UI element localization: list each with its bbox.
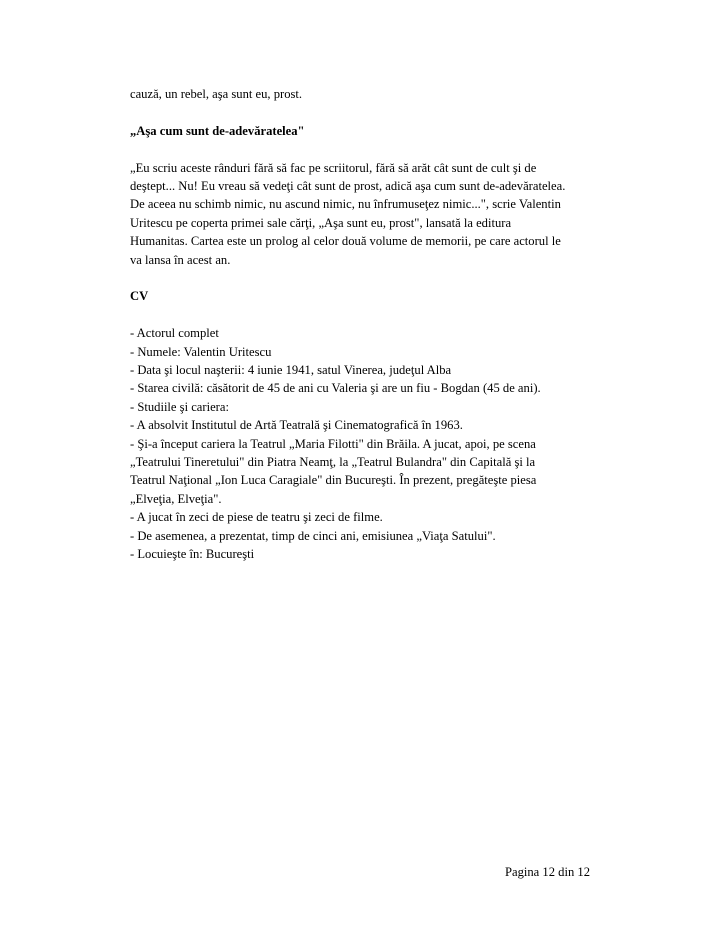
cv-line: - A jucat în zeci de piese de teatru şi zeci de filme. [130,510,383,525]
cv-line: - A absolvit Institutul de Artă Teatrală şi Cinematografică în 1963. [130,418,463,433]
section-heading-cv: CV [130,289,149,304]
cv-line: - Locuieşte în: Bucureşti [130,547,255,562]
paragraph-line: va lansa în acest an. [130,252,231,267]
cv-line: „Elveţia, Elveţia". [130,491,222,506]
paragraph-gap [130,103,600,121]
cv-line: - Şi-a început cariera la Teatrul „Maria Filotti" din Brăila. A jucat, apoi, pe scena [130,436,536,451]
cv-line: Teatrul Naţional „Ion Luca Caragiale" din Bucureşti. În prezent, pregăteşte piesa [130,473,537,488]
paragraph-line: „Eu scriu aceste rânduri fără să fac pe scriitorul, fără să arăt cât sunt de cult şi de [130,160,537,175]
section-heading-asa-cum-sunt: „Aşa cum sunt de-adevăratelea" [130,123,305,138]
cv-line: - Data şi locul naşterii: 4 iunie 1941, satul Vinerea, judeţul Alba [130,363,452,378]
cv-line: „Teatrului Tineretului" din Piatra Neamţ, la „Teatrul Bulandra" din Capitală şi la [130,455,536,470]
paragraph-line: Uritescu pe coperta primei sale cărţi, „Aşa sunt eu, prost", lansată la editura [130,215,512,230]
paragraph-gap [130,306,600,324]
document-body [130,85,600,564]
cv-line: - Actorul complet [130,326,219,341]
paragraph-line: De aceea nu schimb nimic, nu ascund nimic, nu înfrumuseţez nimic...", scrie Valentin [130,197,561,212]
cv-line: - Starea civilă: căsătorit de 45 de ani cu Valeria şi are un fiu - Bogdan (45 de ani). [130,381,541,396]
paragraph-gap [130,140,600,158]
intro-line: cauză, un rebel, aşa sunt eu, prost. [130,87,303,101]
paragraph-line: Humanitas. Cartea este un prolog al celor două volume de memorii, pe care actorul le [130,234,561,249]
cv-line: - Studiile şi cariera: [130,399,229,414]
cv-line: - Numele: Valentin Uritescu [130,344,272,359]
paragraph-gap [130,269,600,287]
page-number-footer: Pagina 12 din 12 [505,865,591,879]
cv-line: - De asemenea, a prezentat, timp de cinci ani, emisiunea „Viaţa Satului". [130,528,496,543]
paragraph-line: deştept... Nu! Eu vreau să vedeţi cât sunt de prost, adică aşa cum sunt de-adevăratelea. [130,179,566,193]
